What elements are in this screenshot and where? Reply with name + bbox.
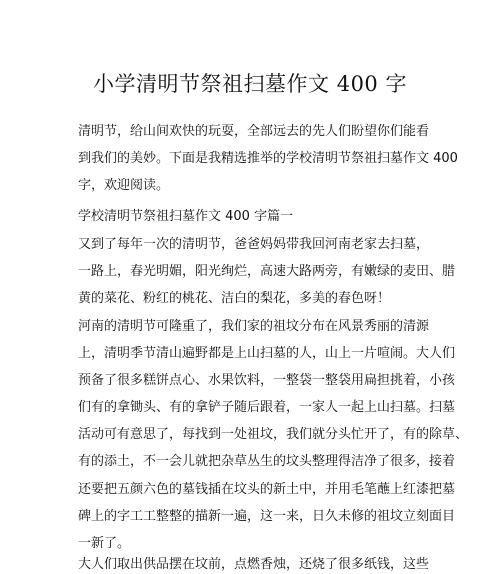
paragraph-line: 上，清明季节清山遍野都是上山扫墓的人，山上一片喧闹。大人们 bbox=[78, 346, 456, 361]
paragraph-line: 预备了很多糕饼点心、水果饮料，一整袋一整袋用扁担挑着，小孩 bbox=[78, 373, 456, 388]
paragraph-line: 大人们取出供品摆在坟前，点燃香烛，还烧了很多纸钱，这些 bbox=[78, 557, 430, 572]
paragraph-line: 又到了每年一次的清明节，爸爸妈妈带我回河南老家去扫墓， bbox=[78, 237, 430, 252]
paragraph-line: 还要把五颜六色的墓钱插在坟头的新土中，并用毛笔蘸上红漆把墓 bbox=[78, 482, 456, 497]
paragraph-line: 一路上，春光明媚，阳光绚烂，高速大路两旁，有嫩绿的麦田、腊 bbox=[78, 264, 456, 279]
paragraph-line: 清明节，给山间欢快的玩耍，全部远去的先人们盼望你们能看 bbox=[78, 124, 430, 139]
paragraph-line: 河南的清明节可隆重了，我们家的祖坟分布在风景秀丽的清源 bbox=[78, 319, 430, 334]
paragraph-line: 一新了。 bbox=[78, 536, 131, 551]
paragraph-line: 到我们的美妙。下面是我精选推举的学校清明节祭祖扫墓作文 400 bbox=[78, 151, 458, 166]
paragraph-line: 碑上的字工工整整的描新一遍，这一来，日久未修的祖坟立刻面目 bbox=[78, 509, 456, 524]
document-title: 小学清明节祭祖扫墓作文 400 字 bbox=[93, 72, 407, 96]
paragraph-line: 黄的菜花、粉红的桃花、洁白的梨花，多美的春色呀！ bbox=[78, 291, 391, 306]
paragraph-line: 们有的拿锄头、有的拿铲子随后跟着，一家人一起上山扫墓。扫墓 bbox=[78, 400, 456, 415]
paragraph-line: 活动可有意思了，每找到一处祖坟，我们就分头忙开了，有的除草、 bbox=[78, 427, 469, 442]
paragraph-line: 字，欢迎阅读。 bbox=[78, 178, 170, 193]
paragraph-line: 有的添土，不一会儿就把杂草丛生的坟头整理得洁净了很多，接着 bbox=[78, 454, 456, 469]
paragraph-line: 学校清明节祭祖扫墓作文 400 字篇一 bbox=[78, 209, 294, 224]
